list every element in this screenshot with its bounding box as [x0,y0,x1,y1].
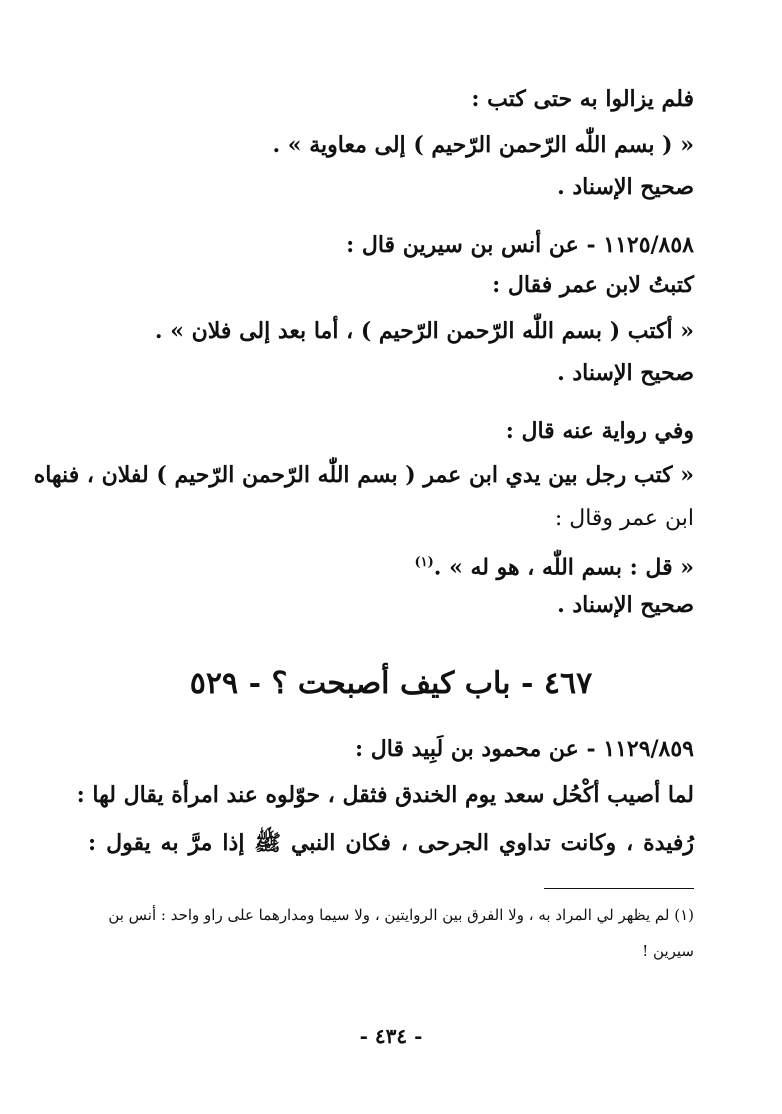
grading-line: صحيح الإسناد . [557,174,694,200]
footnote-reference: (١) [414,555,434,570]
footnote-line: (١) لم يظهر لي المراد به ، ولا الفرق بين الروايتين ، ولا سيما ومدارهما على راو واحد : أنس بن [108,906,694,924]
text-line: كتبتُ لابن عمر فقال : [492,272,694,298]
footnote-separator [544,888,694,889]
text-line: رُفيدة ، وكانت تداوي الجرحى ، فكان النبي ﷺ إذا مرَّ به يقول : [88,830,694,856]
text-line: وفي رواية عنه قال : [505,418,694,444]
text-line: فلم يزالوا به حتى كتب : [471,86,694,112]
footnote [88,900,694,966]
page-number: - ٤٣٤ - [359,1024,423,1048]
quote-line [414,546,694,584]
chapter-heading: ٤٦٧ - باب كيف أصبحت ؟ - ٥٢٩ [189,666,593,701]
quote-line: « كتب رجل بين يدي ابن عمر ( بسم اللّٰه الرّحمن الرّحيم ) لفلان ، فنهاه [33,462,694,488]
text-line: لما أصيب أكْحُل سعد يوم الخندق فثقل ، حوّلوه عند امرأة يقال لها : [76,782,694,808]
hadith-heading-858: ١١٢٥/٨٥٨ - عن أنس بن سيرين قال : [346,232,694,258]
text-line: ابن عمر وقال : [554,506,694,531]
quote-line: « ( بسم اللّٰه الرّحمن الرّحيم ) إلى معاوية » . [272,132,694,158]
grading-line: صحيح الإسناد . [557,360,694,386]
quote-line: « أكتب ( بسم اللّٰه الرّحمن الرّحيم ) ، أما بعد إلى فلان » . [154,318,694,344]
quote-text: « قل : بسم اللّٰه ، هو له » . [433,554,694,581]
grading-line: صحيح الإسناد . [557,592,694,618]
footnote-line: سيرين ! [642,942,694,960]
hadith-heading-859: ١١٢٩/٨٥٩ - عن محمود بن لَبِيد قال : [355,736,694,762]
